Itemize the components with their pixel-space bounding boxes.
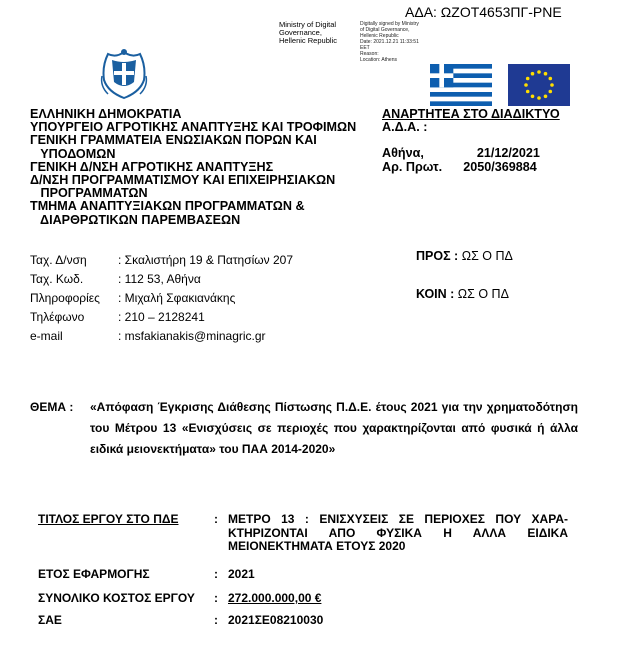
cc-label: ΚΟΙΝ : — [416, 287, 455, 301]
protocol-line — [382, 161, 560, 174]
contact-value: : 112 53, Αθήνα — [118, 272, 201, 286]
contact-row — [30, 289, 293, 308]
project-title-value: ΜΕΤΡΟ 13 : ΕΝΙΣΧΥΣΕΙΣ ΣΕ ΠΕΡΙΟΧΕΣ ΠΟΥ ΧΑΡΑ-ΚΤΗΡΙΖΟΝΤΑΙ ΑΠΟ ΦΥΣΙΚΑ Η ΑΛΛΑ ΕΙΔΙΚΑ ΜΕΙΟΝΕΚΤΗΜΑΤΑ ΕΤΟΥΣ 2020 — [228, 512, 568, 553]
separator: : — [214, 591, 218, 605]
ada-code: ΑΔΑ: ΩΖΟΤ4653ΠΓ-ΡΝΕ — [405, 4, 562, 20]
document-info — [382, 108, 560, 174]
header-line: ΔΙΑΡΘΡΩΤΙΚΩΝ ΠΑΡΕΜΒΑΣΕΩΝ — [30, 212, 241, 227]
greek-emblem-icon — [98, 46, 150, 100]
greek-flag-icon — [430, 64, 492, 106]
sae-value: 2021ΣΕ08210030 — [228, 613, 324, 627]
header-line: ΥΠΟΔΟΜΩΝ — [30, 146, 116, 161]
to-label: ΠΡΟΣ : — [416, 249, 459, 263]
to-value: ΩΣ Ο ΠΔ — [461, 249, 513, 263]
signature-detail: EET — [360, 45, 370, 51]
contact-row — [30, 251, 293, 270]
project-title-label: ΤΙΤΛΟΣ ΕΡΓΟΥ ΣΤΟ ΠΔΕ — [38, 512, 179, 526]
header-line: ΥΠΟΥΡΓΕΙΟ ΑΓΡΟΤΙΚΗΣ ΑΝΑΠΤΥΞΗΣ ΚΑΙ ΤΡΟΦΙΜΩΝ — [30, 120, 357, 135]
signature-details — [360, 21, 419, 63]
signature-detail: Reason: — [360, 51, 379, 57]
eu-flag-icon — [508, 64, 570, 106]
separator: : — [214, 512, 218, 526]
signature-detail: Hellenic Republic — [360, 33, 399, 39]
year-label: ΕΤΟΣ ΕΦΑΡΜΟΓΗΣ — [38, 567, 150, 581]
issuer-header — [30, 108, 356, 227]
place: Αθήνα, — [382, 146, 424, 161]
ada-label: Α.Δ.Α. : — [382, 120, 428, 135]
contact-value: : 210 – 2128241 — [118, 310, 205, 324]
contact-label: Τηλέφωνο — [30, 310, 85, 324]
contact-info — [30, 251, 293, 346]
header-line: Δ/ΝΣΗ ΠΡΟΓΡΑΜΜΑΤΙΣΜΟΥ ΚΑΙ ΕΠΙΧΕΙΡΗΣΙΑΚΩΝ — [30, 173, 336, 188]
signature-detail: Digitally signed by Ministry — [360, 21, 419, 27]
contact-value: : Μιχαλή Σφακιανάκης — [118, 291, 236, 305]
signature-line: Ministry of Digital — [279, 20, 337, 29]
signature-line: Hellenic Republic — [279, 36, 337, 45]
posting-notice: ΑΝΑΡΤΗΤΕΑ ΣΤΟ ΔΙΑΔΙΚΤΥΟ — [382, 107, 560, 121]
cost-value: 272.000.000,00 € — [228, 591, 322, 605]
contact-row — [30, 308, 293, 327]
sae-label: ΣΑΕ — [38, 613, 62, 627]
recipient-to — [416, 249, 513, 263]
subject-text: «Απόφαση Έγκρισης Διάθεσης Πίστωσης Π.Δ.Ε. έτους 2021 για την χρηματοδότηση του Μέτρου 13 «Ενισχύσεις σε περιοχές που χαρακτηρίζονται από φυσικά ή άλλα ειδικά μειονεκτήματα» του ΠΑΑ 2014-2020» — [90, 400, 578, 456]
contact-label: Ταχ. Δ/νση — [30, 253, 87, 267]
separator: : — [214, 567, 218, 581]
cost-label: ΣΥΝΟΛΙΚΟ ΚΟΣΤΟΣ ΕΡΓΟΥ — [38, 591, 195, 605]
signature-detail: Date: 2021.12.21 11:33:51 — [360, 39, 419, 45]
cc-value: ΩΣ Ο ΠΔ — [457, 287, 509, 301]
contact-value: : msfakianakis@minagric.gr — [118, 329, 266, 343]
header-line: ΓΕΝΙΚΗ ΓΡΑΜΜΑΤΕΙΑ ΕΝΩΣΙΑΚΩΝ ΠΟΡΩΝ ΚΑΙ — [30, 133, 317, 148]
protocol-label: Αρ. Πρωτ. — [382, 159, 443, 174]
separator: : — [214, 613, 218, 627]
signature-signer — [279, 21, 337, 45]
contact-value: : Σκαλιστήρη 19 & Πατησίων 207 — [118, 253, 294, 267]
contact-row — [30, 327, 293, 346]
contact-label: Πληροφορίες — [30, 291, 100, 305]
document-date: 21/12/2021 — [476, 146, 540, 161]
contact-row — [30, 270, 293, 289]
header-line: ΠΡΟΓΡΑΜΜΑΤΩΝ — [30, 186, 148, 201]
contact-label: e-mail — [30, 329, 63, 343]
protocol-number: 2050/369884 — [463, 159, 537, 174]
subject-label: ΘΕΜΑ : — [30, 400, 74, 414]
contact-label: Ταχ. Κωδ. — [30, 272, 84, 286]
project-info — [38, 513, 578, 633]
recipient-cc — [416, 287, 509, 301]
header-line: ΤΜΗΜΑ ΑΝΑΠΤΥΞΙΑΚΩΝ ΠΡΟΓΡΑΜΜΑΤΩΝ & — [30, 199, 305, 214]
signature-line: Governance, — [279, 28, 322, 37]
header-line: ΕΛΛΗΝΙΚΗ ΔΗΜΟΚΡΑΤΙΑ — [30, 107, 182, 121]
signature-detail: Location: Athens — [360, 57, 397, 63]
year-value: 2021 — [228, 567, 255, 581]
header-line: ΓΕΝΙΚΗ Δ/ΝΣΗ ΑΓΡΟΤΙΚΗΣ ΑΝΑΠΤΥΞΗΣ — [30, 159, 274, 174]
signature-detail: of Digital Governance, — [360, 27, 410, 33]
